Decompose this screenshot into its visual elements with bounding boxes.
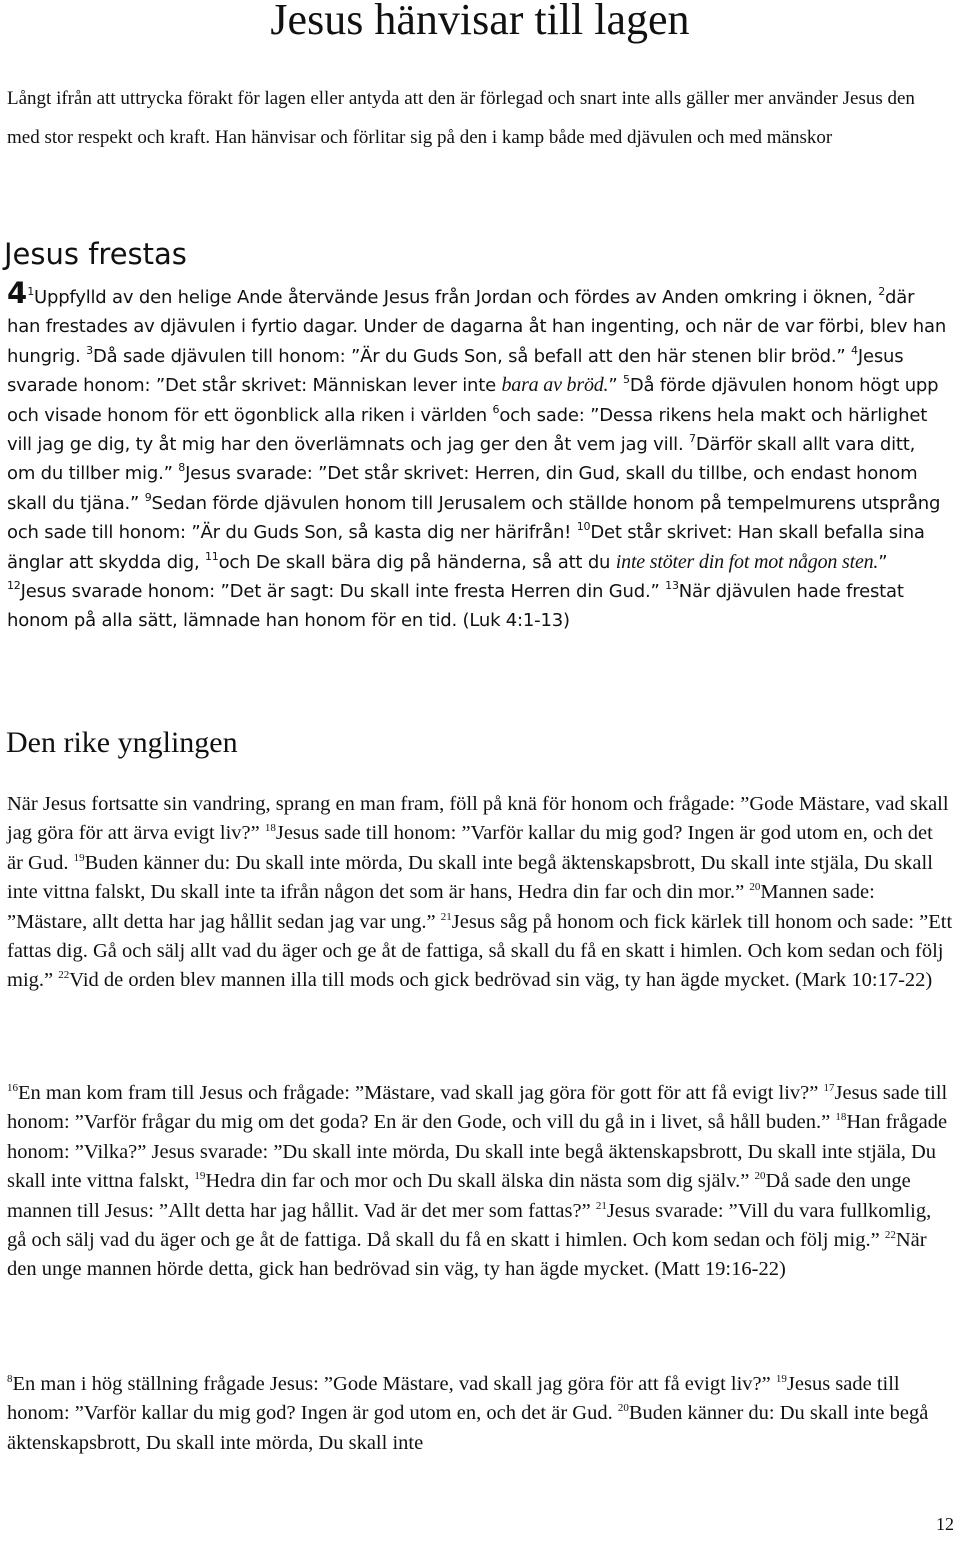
verse-text: Hedra din far och mor och Du skall älska din nästa som dig själv.” — [205, 1170, 755, 1193]
verse-text: När djävulen hade frestat honom på alla sätt, lämnade han honom för en tid. (Luk 4:1-13) — [7, 581, 904, 632]
verse-text: En man kom fram till Jesus och frågade: ”Mästare, vad skall jag göra för gott för att få evigt liv?” — [18, 1082, 824, 1104]
verse-number: 13 — [665, 579, 679, 593]
scripture-mark-10 — [7, 790, 953, 996]
verse-text: Han frågade honom: ”Vilka?” Jesus svarade: ”Du skall inte mörda, Du skall inte begå äktenskapsbrott, Du skall inte stjäla, Du skall inte vittna falskt, — [7, 1111, 948, 1193]
scripture-matthew-19 — [7, 1079, 953, 1285]
verse-text: Vid de orden blev mannen illa till mods och gick bedrövad sin väg, ty han ägde mycket. (Mark 10:17-22) — [69, 969, 933, 992]
verse-number: 6 — [492, 402, 500, 416]
verse-text: och sade: ”Dessa rikens hela makt och härlighet vill jag ge dig, ty åt mig har den överlämnats och jag ger den åt vem jag vill. — [7, 404, 928, 456]
verse-text: Det står skrivet: Han skall befalla sina änglar att skydda dig, — [7, 522, 925, 573]
verse-number: 16 — [7, 1082, 18, 1094]
verse-text: Då sade den unge mannen till Jesus: ”Allt detta har jag hållit. Vad är det mer som fattas?” — [7, 1170, 911, 1222]
quoted-scripture: inte stöter din fot mot någon sten. — [615, 550, 879, 573]
verse-number: 22 — [58, 969, 70, 982]
verse-number: 5 — [623, 373, 630, 387]
verse-text: och De skall bära dig på händerna, så att du — [218, 551, 616, 573]
verse-number: 19 — [73, 851, 85, 864]
verse-number: 7 — [689, 432, 696, 446]
quoted-scripture: bara av bröd. — [501, 374, 609, 397]
verse-text: ” — [608, 375, 623, 397]
verse-number: 3 — [86, 343, 93, 357]
verse-number: 1 — [27, 285, 34, 298]
verse-text: Jesus sade till honom: ”Varför kallar du mig god? Ingen är god utom en, och det är Gud. — [7, 822, 933, 874]
verse-number: 17 — [823, 1082, 835, 1094]
verse-number: 19 — [775, 1373, 787, 1385]
verse-text: Uppfylld av den helige Ande återvände Jesus från Jordan och fördes av Anden omkring i öknen, — [34, 287, 879, 308]
verse-number: 2 — [878, 285, 886, 298]
verse-text: Jesus svarade: ”Vill du vara fullkomlig, gå och sälj vad du äger och ge åt de fattiga. Då skall du få en skatt i himlen. Och kom sedan och följ mig.” — [7, 1199, 932, 1252]
verse-number: 20 — [617, 1402, 629, 1415]
verse-text: Jesus svarade honom: ”Det är sagt: Du skall inte fresta Herren din Gud.” — [20, 581, 666, 603]
verse-number: 8 — [7, 1373, 13, 1385]
scripture-luke-18 — [7, 1370, 953, 1458]
verse-number: 18 — [835, 1111, 847, 1124]
verse-number: 21 — [595, 1199, 607, 1212]
verse-number: 19 — [194, 1170, 206, 1183]
verse-text: ” — [878, 551, 888, 573]
verse-text: Sedan förde djävulen honom till Jerusalem och ställde honom på tempelmurens utsprång och sade till honom: ”Är du Guds Son, så kasta dig ner härifrån! — [7, 492, 941, 544]
verse-text: Jesus svarade: ”Det står skrivet: Herren, din Gud, skall du tillbe, och endast honom skall du tjäna.” — [7, 463, 918, 514]
verse-text: När Jesus fortsatte sin vandring, sprang en man fram, föll på knä för honom och frågade: ”Gode Mästare, vad skall jag göra för att ärva evigt liv?” — [7, 793, 949, 845]
verse-number: 20 — [749, 881, 761, 894]
scripture-luke-4 — [7, 276, 947, 636]
section-heading-den-rike-ynglingen: Den rike ynglingen — [6, 726, 238, 759]
verse-text: Därför skall allt vara ditt, om du tillber mig.” — [7, 434, 916, 485]
verse-number: 18 — [264, 822, 276, 835]
verse-number: 9 — [144, 490, 152, 504]
verse-text: Buden känner du: Du skall inte mörda, Du skall inte begå äktenskapsbrott, Du skall inte stjäla, Du skall inte vittna falskt, Du skall inte ta ifrån någon det som är hans, Hedra din far och din mor.” — [7, 851, 933, 904]
verse-text: Jesus såg på honom och fick kärlek till honom och sade: ”Ett fattas dig. Gå och sälj allt vad du äger och ge åt de fattiga, så skall du få en skatt i himlen. Och kom sedan och följ mig.” — [7, 910, 953, 992]
verse-text: Buden känner du: Du skall inte begå äktenskapsbrott, Du skall inte mörda, Du skall inte — [7, 1402, 929, 1454]
chapter-number: 4 — [7, 276, 28, 310]
verse-text: där han frestades av djävulen i fyrtio dagar. Under de dagarna åt han ingenting, och när de var förbi, blev han hungrig. — [7, 287, 947, 367]
verse-number: 22 — [884, 1229, 896, 1242]
verse-text: När den unge mannen hörde detta, gick han bedrövad sin väg, ty han ägde mycket. (Matt 19:16-22) — [7, 1229, 927, 1281]
verse-number: 11 — [205, 549, 219, 563]
verse-text: Mannen sade: ”Mästare, allt detta har jag hållit sedan jag var ung.” — [7, 881, 875, 933]
verse-number: 10 — [576, 520, 591, 534]
verse-text: Jesus sade till honom: ”Varför frågar du mig om det goda? En är den Gode, och vill du gå in i livet, så håll buden.” — [7, 1082, 948, 1134]
verse-number: 8 — [178, 461, 186, 475]
verse-text: Då förde djävulen honom högt upp och visade honom för ett ögonblick alla riken i världen — [7, 375, 939, 426]
page-title: Jesus hänvisar till lagen — [270, 0, 690, 44]
verse-number: 12 — [7, 579, 21, 593]
page-number: 12 — [936, 1514, 954, 1534]
intro-paragraph: Långt ifrån att uttrycka förakt för lagen eller antyda att den är förlegad och snart inte alls gäller mer använder Jesus den med stor respekt och kraft. Han hänvisar och förlitar sig på den i kamp både med djävulen och med mänskor — [7, 88, 915, 148]
section-heading-jesus-frestas: Jesus frestas — [4, 237, 187, 271]
verse-number: 20 — [754, 1170, 766, 1183]
verse-text: Då sade djävulen till honom: ”Är du Guds Son, så befall att den här stenen blir bröd.” — [92, 345, 852, 367]
verse-number: 21 — [440, 910, 452, 923]
verse-number: 4 — [851, 343, 858, 357]
verse-text: En man i hög ställning frågade Jesus: ”Gode Mästare, vad skall jag göra för att få evigt liv?” — [12, 1373, 776, 1395]
verse-text: Jesus sade till honom: ”Varför kallar du mig god? Ingen är god utom en, och det är Gud. — [7, 1373, 900, 1425]
verse-text: Jesus svarade honom: ”Det står skrivet: Människan lever inte — [7, 345, 904, 397]
